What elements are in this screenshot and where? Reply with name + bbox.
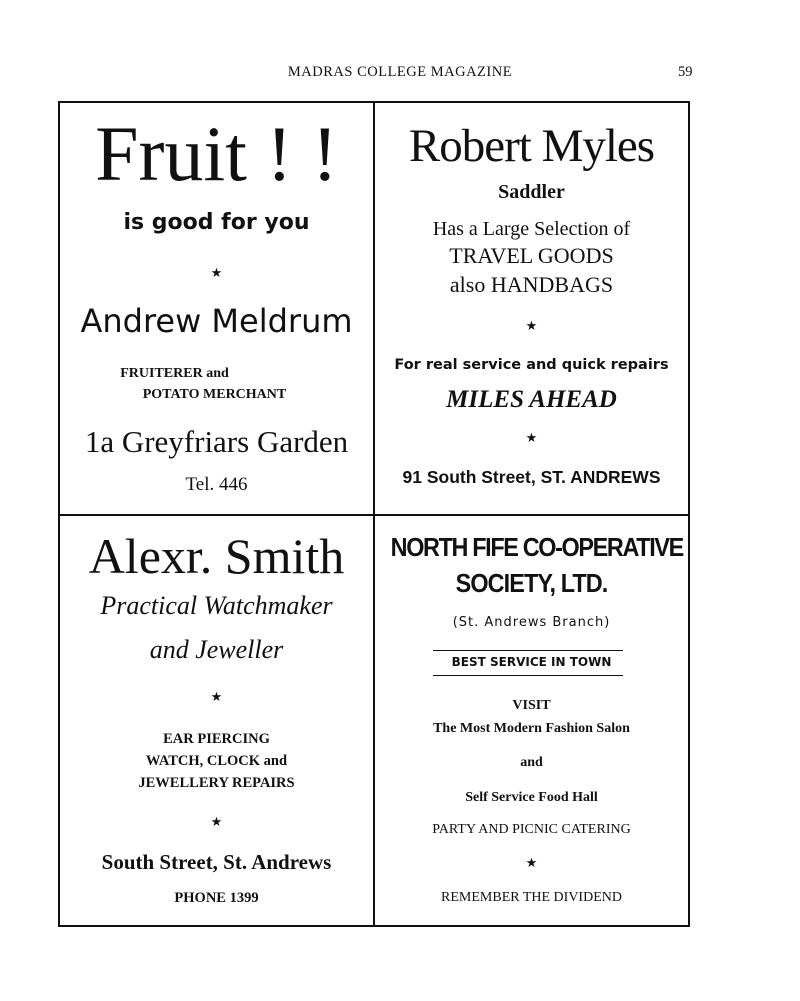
coop-dividend: REMEMBER THE DIVIDEND [441,890,622,905]
myles-line-3: also HANDBAGS [449,272,614,297]
fruit-trade-line-1: FRUITERER and [120,366,229,381]
myles-line-1: Has a Large Selection of [432,218,631,240]
smith-service-2: WATCH, CLOCK and [145,753,288,769]
coop-name-line-2: SOCIETY, LTD. [455,568,608,598]
magazine-title: MADRAS COLLEGE MAGAZINE [287,64,513,80]
running-head [0,64,800,84]
smith-advert [60,516,373,925]
fruit-headline: Fruit ! ! [95,110,338,197]
myles-name: Robert Myles [408,120,655,172]
smith-name: Alexr. Smith [88,528,345,584]
coop-salon: The Most Modern Fashion Salon [433,721,630,736]
star-icon: ★ [210,815,223,830]
frame-bottom-rule [58,925,690,927]
smith-address: South Street, St. Andrews [101,850,332,874]
myles-line-2: TRAVEL GOODS [449,243,614,268]
myles-advert [375,103,688,514]
star-icon: ★ [525,856,538,871]
fruit-trade-line-2: POTATO MERCHANT [142,387,287,402]
coop-food: Self Service Food Hall [465,790,598,805]
coop-banner: BEST SERVICE IN TOWN [451,655,612,669]
star-icon: ★ [210,266,223,281]
fruit-advert [60,103,373,514]
myles-service: For real service and quick repairs [394,357,669,373]
star-icon: ★ [210,690,223,705]
coop-branch: (St. Andrews Branch) [452,615,611,630]
smith-trade-line-1: Practical Watchmaker [100,591,333,620]
smith-service-1: EAR PIERCING [163,731,270,747]
fruit-address: 1a Greyfriars Garden [84,424,349,459]
coop-catering: PARTY AND PICNIC CATERING [432,822,631,837]
star-icon: ★ [525,319,538,334]
page-number: 59 [678,64,693,80]
myles-slogan: MILES AHEAD [446,386,617,413]
fruit-merchant-name: Andrew Meldrum [80,302,353,340]
smith-phone: PHONE 1399 [174,890,259,906]
fruit-phone: Tel. 446 [185,474,248,495]
coop-visit: VISIT [512,698,551,713]
smith-service-3: JEWELLERY REPAIRS [138,775,295,791]
star-icon: ★ [525,431,538,446]
myles-address: 91 South Street, ST. ANDREWS [402,467,661,487]
fruit-tagline: is good for you [123,210,310,235]
coop-name-line-1: NORTH FIFE CO-OPERATIVE [390,532,683,562]
coop-and: and [520,755,543,770]
smith-trade-line-2: and Jeweller [149,635,284,664]
myles-trade: Saddler [498,181,565,203]
coop-advert [375,516,688,925]
